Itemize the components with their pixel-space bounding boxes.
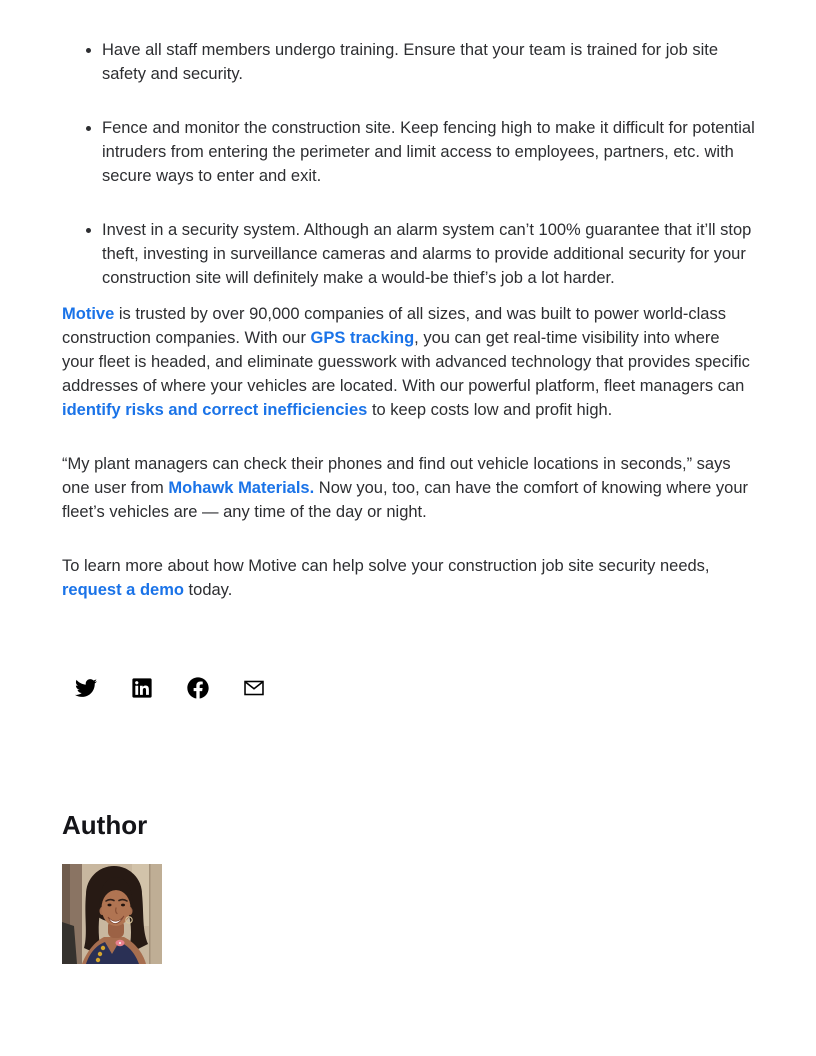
paragraph-quote xyxy=(62,452,756,524)
text-segment: to keep costs low and profit high. xyxy=(367,401,613,419)
twitter-icon xyxy=(75,677,97,699)
email-icon xyxy=(243,677,265,699)
social-share-row xyxy=(62,677,756,699)
facebook-share-button[interactable] xyxy=(187,677,209,699)
author-heading: Author xyxy=(62,810,148,840)
bullet-item-security-system: • Invest in a security system. Although an alarm system can’t 100% guarantee that it’ll stop theft, investing in surveillance cameras and alarms to provide additional security for your construction site will definitely make a would-be thief’s job a lot harder. xyxy=(102,218,756,290)
text-segment: “My plant managers can check their phones and find out vehicle locations in seconds,” says one user from xyxy=(62,455,731,497)
linkedin-share-button[interactable] xyxy=(131,677,153,699)
twitter-share-button[interactable] xyxy=(75,677,97,699)
mohawk-materials-link[interactable]: Mohawk Materials. xyxy=(168,479,315,497)
request-demo-link[interactable]: request a demo xyxy=(62,581,184,599)
motive-link[interactable]: Motive xyxy=(62,305,115,323)
paragraph-motive xyxy=(62,302,756,422)
facebook-icon xyxy=(187,677,209,699)
bullet-list xyxy=(62,38,756,290)
text-segment: Now you, too, can have the comfort of knowing where your fleet’s vehicles are — any time of the day or night. xyxy=(62,479,748,521)
linkedin-icon xyxy=(131,677,153,699)
gps-tracking-link[interactable]: GPS tracking xyxy=(310,329,415,347)
text-segment: To learn more about how Motive can help solve your construction job site security needs, xyxy=(62,557,710,575)
bullet-item-training: • Have all staff members undergo training. Ensure that your team is trained for job site safety and security. xyxy=(102,38,756,86)
text-segment: today. xyxy=(183,581,233,599)
email-share-button[interactable] xyxy=(243,677,265,699)
text-segment: is trusted by over 90,000 companies of all sizes, and was built to power world-class construction companies. With our xyxy=(62,305,726,347)
author-photo-image xyxy=(62,864,162,964)
identify-risks-link[interactable]: identify risks and correct inefficiencies xyxy=(62,401,368,419)
paragraph-cta xyxy=(62,554,756,602)
text-segment: , you can get real-time visibility into where your fleet is headed, and eliminate guesswork with advanced technology that provides specific addresses of where your vehicles are located. With our powerful platform, fleet managers can xyxy=(62,329,750,395)
author-photo xyxy=(62,864,162,964)
bullet-item-fencing: • Fence and monitor the construction site. Keep fencing high to make it difficult for potential intruders from entering the perimeter and limit access to employees, partners, etc. with secure ways to enter and exit. xyxy=(102,116,756,188)
